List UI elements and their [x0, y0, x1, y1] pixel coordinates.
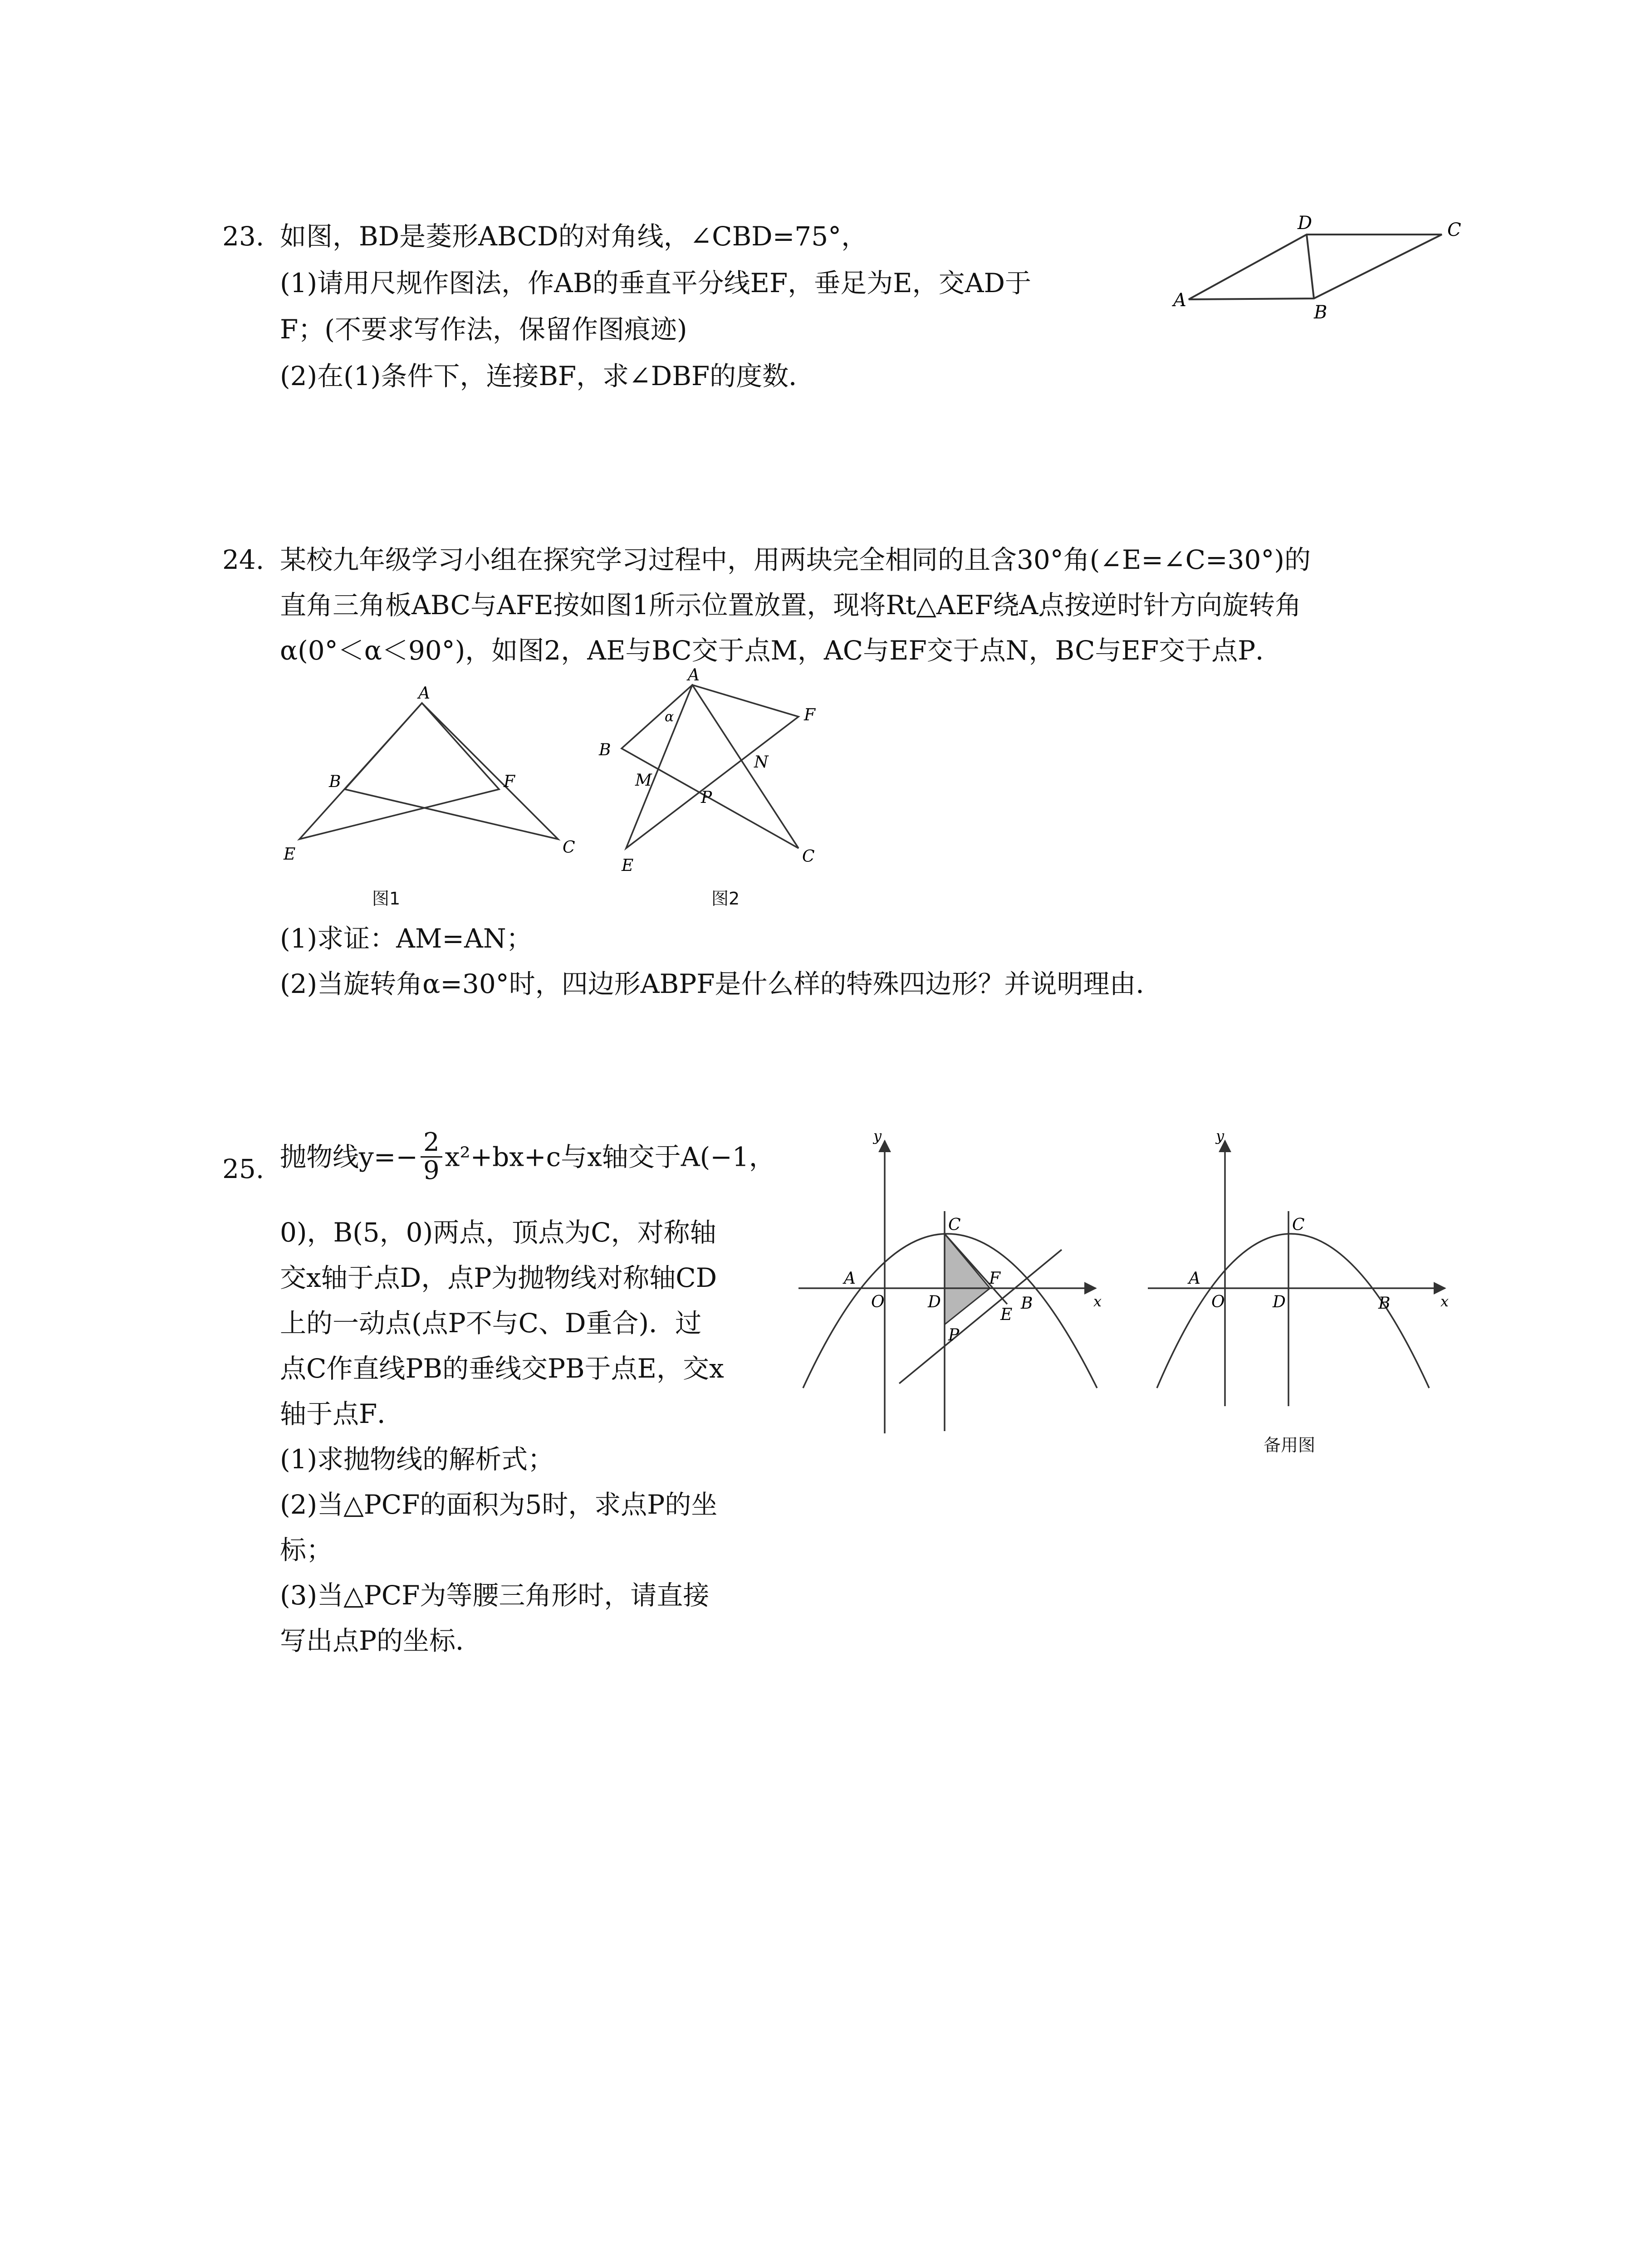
q24-caption1: 图1 [372, 889, 401, 909]
q23-label-a: A [1173, 290, 1186, 311]
q25-f1-label-a: A [844, 1269, 856, 1288]
q25-figure-main [794, 1129, 1121, 1438]
q25-f2-label-x: x [1440, 1293, 1449, 1310]
q23-rhombus-figure [1171, 213, 1465, 327]
q24-f2-label-c: C [802, 847, 815, 866]
q25-f1-label-o: O [871, 1293, 885, 1311]
q24-part2: (2)当旋转角α=30°时，四边形ABPF是什么样的特殊四边形？并说明理由． [280, 968, 1162, 999]
q23-line3: F；(不要求写作法，保留作图痕迹) [280, 314, 687, 345]
q24-f1-label-a: A [418, 685, 430, 703]
q25-line3: 交x轴于点D，点P为抛物线对称轴CD [280, 1262, 717, 1293]
q24-f2-label-alpha: α [665, 709, 674, 725]
q25-figure-backup [1143, 1129, 1470, 1411]
q25-f2-label-c: C [1292, 1216, 1305, 1234]
q25-line6: 轴于点F． [280, 1398, 404, 1429]
q25-f2-label-b: B [1378, 1294, 1391, 1313]
q24-f1-label-f: F [504, 772, 515, 791]
q25-line4: 上的一动点(点P不与C、D重合)．过 [280, 1308, 702, 1339]
q25-f1-label-y: y [873, 1129, 882, 1144]
q25-number: 25. [222, 1154, 265, 1184]
q24-figure2 [585, 667, 839, 880]
q23-line2: (1)请用尺规作图法，作AB的垂直平分线EF，垂足为E，交AD于 [280, 268, 1031, 298]
q25-line5: 点C作直线PB的垂线交PB于点E，交x [280, 1353, 724, 1384]
q24-f2-label-e: E [622, 856, 634, 875]
q24-f2-label-m: M [635, 771, 652, 790]
q23-label-b: B [1314, 302, 1327, 323]
q25-f2-label-d: D [1273, 1293, 1286, 1311]
q25-line1 [280, 1129, 775, 1184]
q25-backup-caption: 备用图 [1264, 1435, 1316, 1455]
q25-f1-label-x: x [1093, 1293, 1102, 1310]
q25-line1-post: x²+bx+c与x轴交于A(−1， [445, 1141, 775, 1173]
q24-line2: 直角三角板ABC与AFE按如图1所示位置放置，现将Rt△AEF绕A点按逆时针方向旋转角 [280, 590, 1302, 621]
q24-f2-label-f: F [804, 706, 815, 724]
q25-f1-label-e: E [1000, 1305, 1013, 1324]
q23-label-c: C [1447, 220, 1461, 240]
q23-label-d: D [1298, 213, 1313, 234]
q23-line1: 如图，BD是菱形ABCD的对角线，∠CBD=75°， [280, 221, 868, 252]
q24-f2-label-p: P [701, 788, 712, 807]
q25-line2: 0)，B(5，0)两点，顶点为C，对称轴 [280, 1217, 716, 1248]
q23-number: 23. [222, 221, 265, 252]
q25-frac-denominator: 9 [423, 1155, 440, 1185]
q24-f2-label-b: B [599, 741, 611, 759]
q25-part3a: (3)当△PCF为等腰三角形时，请直接 [280, 1580, 710, 1611]
q25-f1-label-p: P [948, 1326, 960, 1344]
q25-f2-label-a: A [1189, 1269, 1200, 1288]
q24-f2-label-a: A [688, 667, 700, 684]
q25-f1-label-c: C [948, 1216, 961, 1234]
q24-line3: α(0°＜α＜90°)，如图2，AE与BC交于点M，AC与EF交于点N，BC与EF交于点P． [280, 635, 1282, 666]
q25-part3b: 写出点P的坐标． [280, 1625, 482, 1656]
q25-f2-label-y: y [1216, 1129, 1225, 1144]
q25-f1-label-b: B [1021, 1294, 1033, 1313]
q24-figure1 [272, 685, 599, 875]
q24-caption2: 图2 [711, 889, 740, 909]
q25-frac-numerator: 2 [421, 1129, 442, 1158]
q25-part2b: 标； [280, 1535, 333, 1565]
q25-fraction [421, 1129, 442, 1184]
q24-number: 24. [222, 544, 265, 575]
q24-f1-label-c: C [563, 838, 575, 857]
q24-f1-label-e: E [284, 845, 296, 864]
q25-f2-label-o: O [1211, 1293, 1225, 1311]
q25-part2a: (2)当△PCF的面积为5时，求点P的坐 [280, 1489, 718, 1520]
q24-part1: (1)求证：AM=AN； [280, 923, 533, 954]
q25-part1: (1)求抛物线的解析式； [280, 1444, 554, 1475]
q25-f1-label-d: D [928, 1293, 941, 1311]
q25-f1-label-f: F [989, 1269, 1000, 1288]
q24-line1: 某校九年级学习小组在探究学习过程中，用两块完全相同的且含30°角(∠E=∠C=30°)的 [280, 544, 1311, 575]
q24-f2-label-n: N [754, 753, 769, 772]
q24-f1-label-b: B [329, 772, 341, 791]
q25-line1-pre: 抛物线y=− [280, 1141, 418, 1173]
q23-line4: (2)在(1)条件下，连接BF，求∠DBF的度数． [280, 361, 815, 391]
